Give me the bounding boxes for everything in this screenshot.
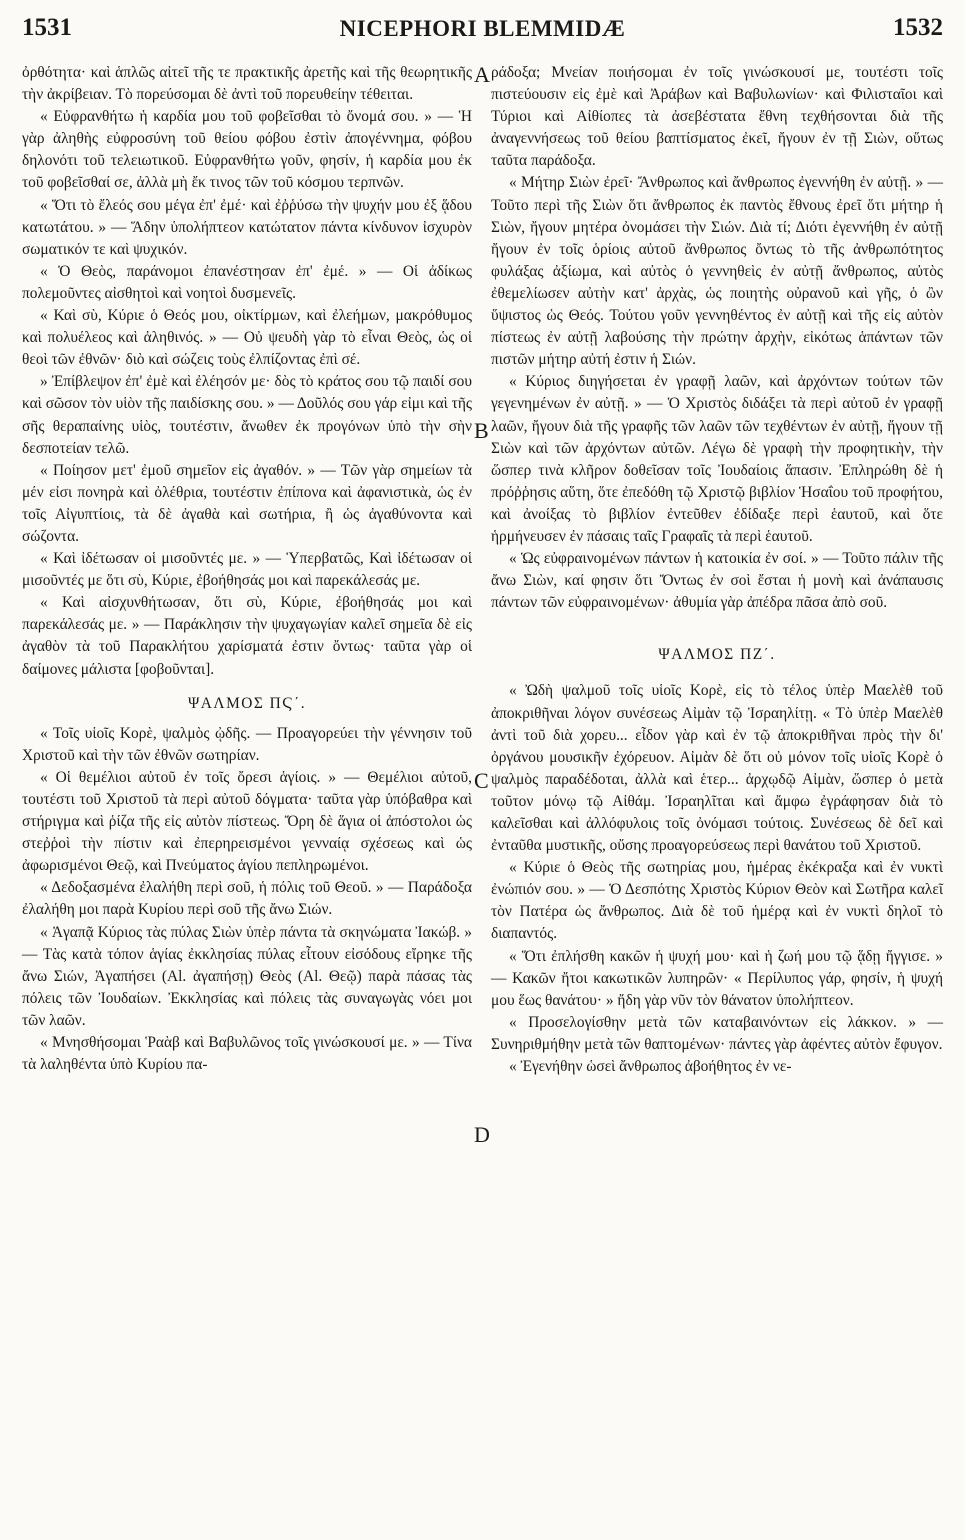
paragraph: « Μνησθήσομαι Ῥαὰβ καὶ Βαβυλῶνος τοῖς γινώσκουσί με. » — Τίνα τὰ λαληθέντα ὑπὸ Κυρίου πα-: [22, 1034, 472, 1074]
paragraph: « Προσελογίσθην μετὰ τῶν καταβαινόντων εἰς λάκκον. » — Συνηριθμήθην μετὰ τῶν θαπτομένων· πάντες γὰρ ἀφέντες αὐτὸν ἔφυγον.: [491, 1013, 943, 1053]
paragraph: « Ὠδὴ ψαλμοῦ τοῖς υἱοῖς Κορὲ, εἰς τὸ τέλος ὑπὲρ Μαελὲθ τοῦ ἀποκριθῆναι λόγον συνέσεως Αἰμὰν τῷ Ἰσραηλίτῃ. « Τὸ ὑπὲρ Μαελὲθ ἀντὶ τοῦ διὰ χορευ... εἶδον γὰρ καὶ ἐν τῷ ἀποκριθῆναι πρὸς τὴν δι' ὀργάνου μουσικῆν ἐχόρευον. Αἰμὰν δὲ ὅτι οὐ μόνον τοῖς υἱοῖς Κορὲ ὁ ψαλμὸς παραδέδοται, ἀλλὰ καὶ ἑτερ... ἀρχῳδῷ Αἰμὰν, ὥσπερ ὁ μετὰ τοῦτον μόνῳ τῷ Αἰθάμ. Ἰσραηλῖται καὶ ἄμφω ἐγράφησαν διὰ τὸ καλεῖσθαι καὶ ἀλλόφυλοις τοῖς ὀνόμασι τούτοις. Συνέσεως δὲ δεῖ καὶ ἐνταῦθα μυστικῆς, οὔσης προαγορεύσεως περὶ θανάτου τοῦ Χριστοῦ.: [491, 682, 943, 855]
paragraph: « Οἱ θεμέλιοι αὐτοῦ ἐν τοῖς ὄρεσι ἁγίοις. » — Θεμέλιοι αὐτοῦ, τουτέστι τοῦ Χριστοῦ τὰ περὶ αὐτοῦ δόγματα· ταῦτα γὰρ ὑπόβαθρα καὶ στήριγμα καὶ ῥίζα τῆς εἰς αὐτὸν πίστεως. Ὄρη δὲ ἅγια οἱ ἀπόστολοι ὡς στεῤῥοὶ τὴν πίστιν καὶ ἐπερηρεισμένοι γενναίᾳ σχέσεως καὶ ὡς ἀφωρισμένοι Θεῷ, καὶ Πνεύματος ἁγίου πεπληρωμένοι.: [22, 768, 472, 875]
paragraph: « Ὅτι τὸ ἔλεός σου μέγα ἐπ' ἐμέ· καὶ ἐῤῥύσω τὴν ψυχήν μου ἐξ ᾅδου κατωτάτου. » — Ἅδην ὑπολήπτεον κατώτατον πάντα κίνδυνον ἰσχυρὸν σωματικόν τε καὶ ψυχικόν.: [22, 196, 472, 258]
margin-marker-a: A: [474, 62, 490, 87]
paragraph: « Καὶ αἰσχυνθήτωσαν, ὅτι σὺ, Κύριε, ἐβοήθησάς μοι καὶ παρεκάλεσάς με. » — Παράκλησιν τὴν ψυχαγωγίαν καλεῖ σημεῖα δὲ εἰς ἀγαθὸν τὰ τοῦ Παρακλήτου χαρίσματά ἐστιν ὄντως· ταῦτα γὰρ οἱ δαίμονες μάλιστα [φοβοῦνται].: [22, 594, 472, 678]
paragraph: « Ποίησον μετ' ἐμοῦ σημεῖον εἰς ἀγαθόν. » — Τῶν γὰρ σημείων τὰ μέν εἰσι πονηρὰ καὶ ὀλέθρια, τουτέστιν ἐπίπονα καὶ ἀφανιστικὰ, ὡς ἐν τοῖς Αἰγυπτίοις, τὰ δὲ ἀγαθὰ καὶ σωτήρια, ἢ ὡς ἀγαθύνοντα καὶ σώζοντα.: [22, 461, 472, 545]
margin-marker-b: B: [474, 418, 489, 443]
margin-marker-d: D: [474, 1122, 490, 1147]
paragraph: ὀρθότητα· καὶ ἁπλῶς αἰτεῖ τῆς τε πρακτικῆς ἀρετῆς καὶ τῆς θεωρητικῆς τὴν ἀκρίβειαν. Τὸ πορεύσομαι δὲ ἀντὶ τοῦ πορευθείην τέθειται.: [22, 64, 472, 104]
paragraph: « Καὶ ἰδέτωσαν οἱ μισοῦντές με. » — Ὑπερβατῶς, Καὶ ἰδέτωσαν οἱ μισοῦντές με ὅτι σὺ, Κύριε, ἐβοήθησάς μοι καὶ παρεκάλεσάς με.: [22, 550, 472, 590]
paragraph: « Κύριος διηγήσεται ἐν γραφῇ λαῶν, καὶ ἀρχόντων τούτων τῶν γεγενημένων ἐν αὐτῇ. » — Ὁ Χριστὸς διδάξει τὰ περὶ αὐτοῦ ἐν γραφῇ λαῶν, ἤγουν διὰ τῆς γραφῆς τῶν λαῶν τῶν τεχθέντων ἐν αὐτῇ, ἤγουν τῇ Σιὼν καὶ τῶν ἀρχόντων αὐτῶν. Λέγω δὲ γραφὴ τὴν προφητικὴν, τὴν ὥσπερ τινὰ κλῆρον δοθεῖσαν τοῖς Ἰουδαίοις ἅπασιν. Ἐπληρώθη δὲ ἡ πρόῤῥησις αὕτη, ὅτε ἐπεδόθη τῷ Χριστῷ βιβλίον Ἡσαΐου τοῦ προφήτου, καὶ ἀνοίξας τὸ βιβλίον ἐντεῦθεν ἐδίδαξε περὶ ἑαυτοῦ, καὶ ὅτε ἡρμήνευσεν ἐν πάσαις ταῖς Γραφαῖς τὰ περὶ ἑαυτοῦ.: [491, 373, 943, 545]
paragraph: « Ἀγαπᾷ Κύριος τὰς πύλας Σιὼν ὑπὲρ πάντα τὰ σκηνώματα Ἰακώβ. » — Τὰς κατὰ τόπον ἁγίας ἐκκλησίας πύλας εἶτουν εἰσόδους εἴρηκε τῆς ἄνω Σιών, Ἀγαπήσει (Al. ἀγαπήσῃ) Θεὸς (Al. Θεῷ) παρὰ πάσας τὰς πόλεις τῶν Ἰουδαίων. Ἐκκλησίας καὶ πόλεις τὰς συναγωγὰς νόει μοι τῶν λαῶν.: [22, 923, 472, 1029]
paragraph: « Τοῖς υἱοῖς Κορὲ, ψαλμὸς ᾠδῆς. — Προαγορεύει τὴν γέννησιν τοῦ Χριστοῦ καὶ τὴν τῶν ἐθνῶν σωτηρίαν.: [22, 724, 472, 764]
paragraph: » Ἐπίβλεψον ἐπ' ἐμὲ καὶ ἐλέησόν με· δὸς τὸ κράτος σου τῷ παιδί σου καὶ σῶσον τὸν υἱὸν τῆς παιδίσκης σου. » — Δοῦλός σου γάρ εἰμι καὶ τῆς σῆς θεραπαίνης υἱὸς, τουτέστιν, ἄνωθεν ἐκ προγόνων ὑπὸ τὴν σὴν δεσποτείαν τελῶ.: [22, 373, 472, 457]
paragraph: « Δεδοξασμένα ἐλαλήθη περὶ σοῦ, ἡ πόλις τοῦ Θεοῦ. » — Παράδοξα ἐλαλήθη μοι παρὰ Κυρίου περὶ σοῦ τῆς ἄνω Σιών.: [22, 879, 472, 919]
paragraph: « Κύριε ὁ Θεὸς τῆς σωτηρίας μου, ἡμέρας ἐκέκραξα καὶ ἐν νυκτὶ ἐνώπιόν σου. » — Ὁ Δεσπότης Χριστὸς Κύριον Θεὸν καὶ Σωτῆρα καλεῖ τὸν Πατέρα ὡς ἄνθρωπος. Διὰ δὲ τοῦ ἡμέρᾳ καὶ ἐν νυκτὶ δηλοῖ τὸ διαπαντός.: [491, 859, 943, 943]
paragraph: « Ὁ Θεὸς, παράνομοι ἐπανέστησαν ἐπ' ἐμέ. » — Οἱ ἀδίκως πολεμοῦντες αἰσθητοὶ καὶ νοητοὶ δυσμενεῖς.: [22, 262, 472, 302]
margin-marker-c: C: [474, 768, 489, 793]
right-column: [491, 62, 943, 1078]
paragraph: « Εὐφρανθήτω ἡ καρδία μου τοῦ φοβεῖσθαι τὸ ὄνομά σου. » — Ἡ γὰρ ἀληθὴς εὐφροσύνη τοῦ θείου φόβου ἐστὶν ἀπογέννημα, φόβου δηλονότι τοῦ τελειωτικοῦ. Εὐφρανθήτω γοῦν, φησίν, ἡ καρδία μου ἐκ τοῦ φοβεῖσθαί σε, ἀλλὰ μὴ ἔκ τινος τῶν τοῦ κόσμου τερπνῶν.: [22, 108, 472, 192]
left-column: [22, 62, 472, 1076]
running-title: NICEPHORI BLEMMIDÆ: [339, 16, 626, 41]
page-number-left: 1531: [22, 14, 72, 41]
running-header: [22, 14, 943, 48]
paragraph: ράδοξα; Μνείαν ποιήσομαι ἐν τοῖς γινώσκουσί με, τουτέστι τοῖς πιστεύουσιν εἰς ἐμὲ καὶ Ἀράβων καὶ Βαβυλωνίων· καὶ Φιλισταῖοι καὶ Τύριοι καὶ Αἰθίοπες τὰ ἀσεβέστατα ἔθνη τεχθήσονται διὰ τῆς ἀναγεννήσεως τοῦ θείου βαπτίσματος ἐκεῖ, ἤγουν ἐν τῇ Σιὼν, οὕτως ταῦτα παράδοξα.: [491, 64, 943, 170]
paragraph: « Ἐγενήθην ὡσεὶ ἄνθρωπος ἀβοήθητος ἐν νε-: [509, 1058, 792, 1076]
paragraph: « Ὅτι ἐπλήσθη κακῶν ἡ ψυχή μου· καὶ ἡ ζωή μου τῷ ᾅδῃ ἤγγισε. » — Κακῶν ἤτοι κακωτικῶν λυπηρῶν· « Περίλυπος γάρ, φησίν, ἡ ψυχή μου ἕως θανάτου· » ἤδη γὰρ νῦν τὸν θάνατον ὑπολήπτεον.: [491, 947, 943, 1009]
section-heading: ΨΑΛΜΟΣ ΠΖ΄.: [658, 646, 776, 664]
paragraph: « Ὡς εὐφραινομένων πάντων ἡ κατοικία ἐν σοί. » — Τοῦτο πάλιν τῆς ἄνω Σιὼν, καί φησιν ὅτι Ὄντως ἐν σοὶ ἔσται ἡ μονὴ καὶ ἀνάπαυσις πάντων τῶν εὐφραινομένων· ἀθυμία γὰρ ἀπέδρα πᾶσα ἀπὸ σοῦ.: [491, 550, 943, 612]
paragraph: « Καὶ σὺ, Κύριε ὁ Θεός μου, οἰκτίρμων, καὶ ἐλεήμων, μακρόθυμος καὶ πολυέλεος καὶ ἀληθινός. » — Οὐ ψευδὴ γὰρ τὸ εἶναι Θεὸς, ὡς οἱ θεοὶ τῶν ἐθνῶν· διὸ καὶ σώζεις τοὺς ἐλπίζοντας ἐπὶ σέ.: [22, 307, 472, 369]
page-number-right: 1532: [893, 14, 943, 41]
paragraph: « Μήτηρ Σιὼν ἐρεῖ· Ἄνθρωπος καὶ ἄνθρωπος ἐγεννήθη ἐν αὐτῇ. » — Τοῦτο περὶ τῆς Σιὼν ὅτι ἄνθρωπος ἐκ παντὸς ἔθνους ἐρεῖ ὅτι μήτηρ ἡ Σιὼν, ἤγουν μητέρα ὀνομάσει τὴν Σιών. Διὰ τί; Διότι ἐγεννήθη ἐν αὐτῇ ἤγουν ἐν τοῖς ὁρίοις αὐτοῦ ἄνθρωπος ὄντως τὸ τῆς ἀνθρωπότητος φυλάξας ἀξίωμα, καὶ αὐτὸς ὁ γεννηθεὶς ἐν αὐτῇ ἄνθρωπος, αὐτὸς ἐθεμελίωσεν αὐτὴν κατ' ἀρχὰς, ὡς ποιητὴς οὐρανοῦ καὶ γῆς, ὁ ὢν ὕψιστος ὡς Θεός. Τούτου γοῦν γεννηθέντος ἐν αὐτῇ καὶ τῆς εἰς αὐτὸν πίστεως ἐν αὐτῇ λαβούσης τὴν πρώτην ἀρχὴν, εἰκότως ἁπάντων τῶν πιστῶν μήτηρ αὐτή ἐστιν ἡ Σιών.: [491, 174, 943, 369]
section-heading: ΨΑΛΜΟΣ ΠϚ΄.: [187, 694, 307, 712]
